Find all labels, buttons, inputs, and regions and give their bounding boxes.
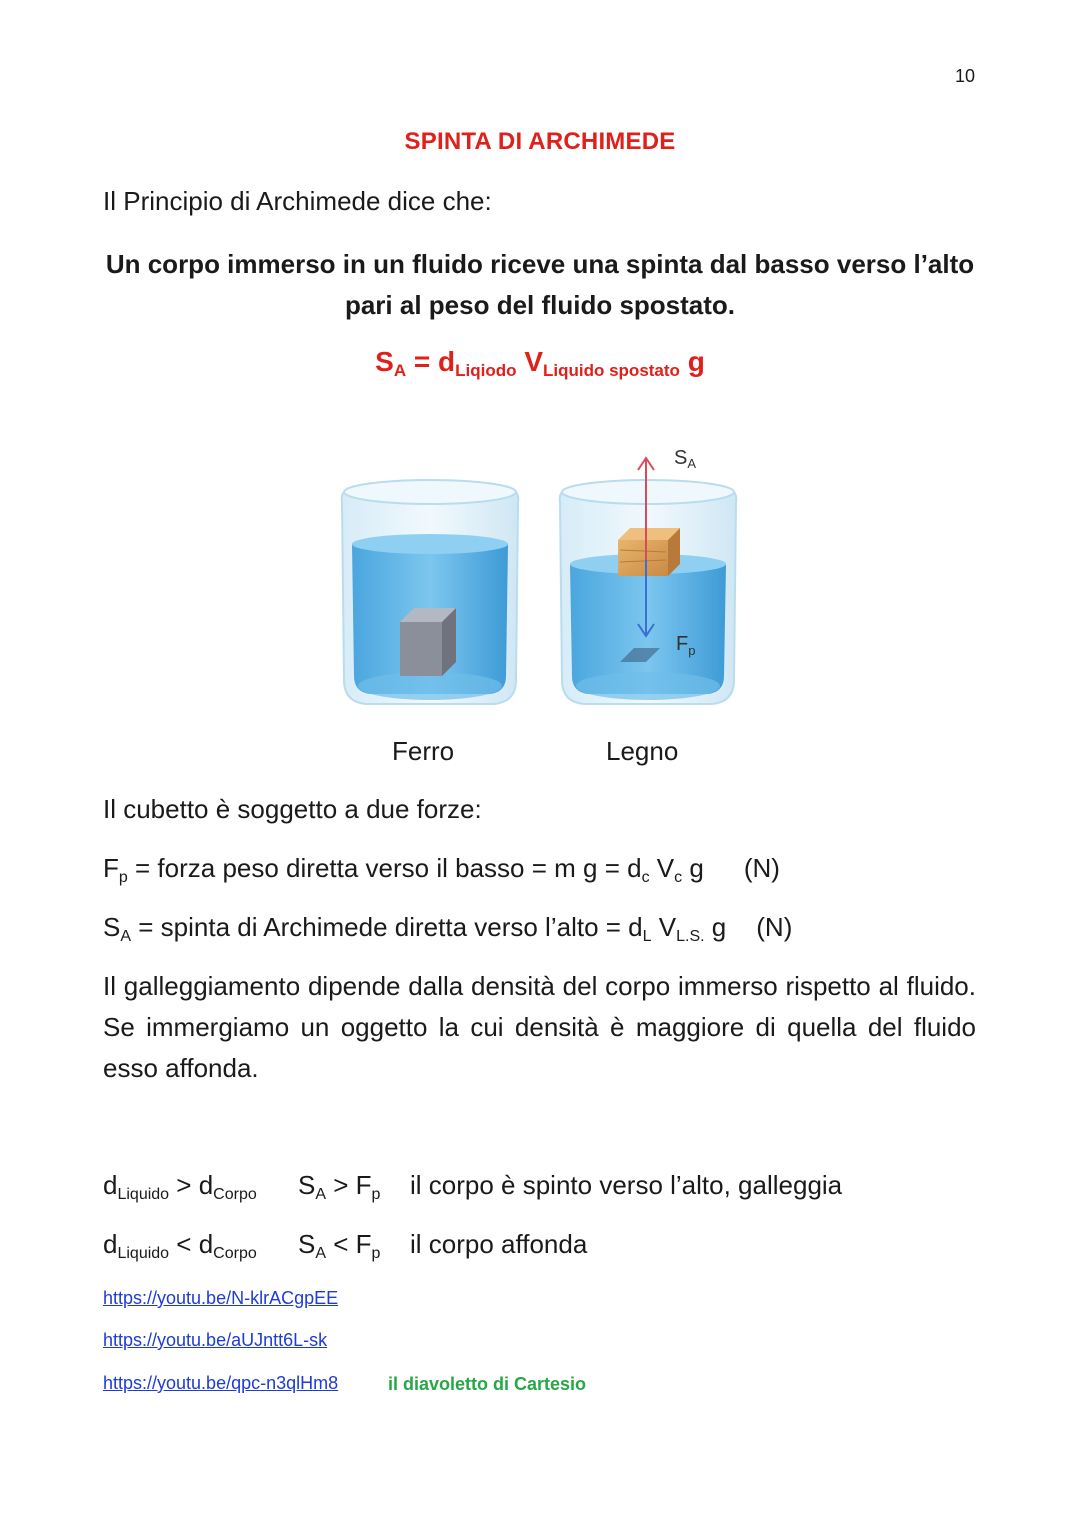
condition-floats: $d_{Liquido} > d_{Corpo}$ $S_A > F_p$ il corpo è spinto verso l’alto, galleggia <box>103 1170 843 1203</box>
formula-eq: = d <box>406 346 456 377</box>
formula-v: V <box>524 346 543 377</box>
archimedes-formula <box>0 346 1080 381</box>
beaker-left <box>342 480 519 704</box>
video-link-2[interactable]: https://youtu.be/aUJntt6L-sk <box>103 1330 328 1350</box>
caption-ferro: Ferro <box>392 736 455 766</box>
formula-v-sub: Liquido spostato <box>543 361 680 380</box>
formula-g: g <box>687 346 705 377</box>
sa-label: $S_A$ <box>674 447 697 471</box>
force-weight-line: $F_p$ = forza peso diretta verso il basso = m $g = d_c$ $V_c$ g (N) <box>103 853 780 886</box>
formula-s-sub: A <box>393 361 407 380</box>
beaker-right <box>560 480 737 704</box>
iron-cube <box>400 608 456 676</box>
formula-d-sub: Liqiodo <box>455 361 517 380</box>
floating-paragraph: Il galleggiamento dipende dalla densità del corpo immerso rispetto al fluido. Se immergiamo un oggetto la cui densità è maggiore di quella del fluido esso affonda. <box>103 971 976 1083</box>
forces-intro: Il cubetto è soggetto a due forze: <box>103 794 482 824</box>
beakers-figure <box>330 440 760 720</box>
fp-label: $F_p$ <box>676 633 696 658</box>
video-link-3[interactable]: https://youtu.be/qpc-n3qlHm8 <box>103 1373 339 1393</box>
link-note: il diavoletto di Cartesio <box>388 1374 587 1394</box>
principle-statement: Un corpo immerso in un fluido riceve una spinta dal basso verso l’alto pari al peso del fluido spostato. <box>105 249 975 320</box>
caption-legno: Legno <box>606 736 679 766</box>
intro-text: Il Principio di Archimede dice che: <box>103 186 492 216</box>
formula-s: S <box>375 346 394 377</box>
page-title: SPINTA DI ARCHIMEDE <box>404 128 676 155</box>
force-buoyancy-line: $S_A$ = spinta di Archimede diretta verso l’alto = $d_L$ $V_{L.S.}$ g (N) <box>103 912 793 945</box>
condition-sinks: $d_{Liquido} < d_{Corpo}$ $S_A < F_p$ il corpo affonda <box>103 1229 588 1262</box>
video-link-1[interactable]: https://youtu.be/N-klrACgpEE <box>103 1288 339 1308</box>
page-number: 10 <box>955 66 976 86</box>
wood-cube <box>618 528 680 576</box>
